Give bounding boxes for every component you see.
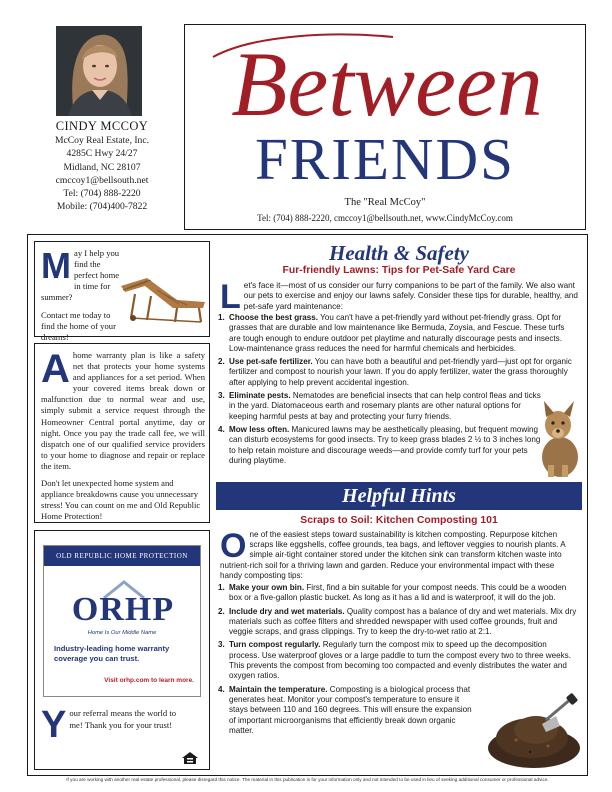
promo-box [34,241,210,342]
agent-company: McCoy Real Estate, Inc. [54,135,150,146]
health-tip [218,313,578,354]
orhp-logo-text: ORHP [71,591,175,628]
tip-body: Regularly turn the compost mix to speed up the decomposition process. Use waterproof gloves or a large paddle to turn the compost every two to three weeks. This prevents the compost from becoming too compacted and evenly distributes the water and oxygen ratios. [229,640,571,681]
tip-body: You can have both a beautiful and pet-friendly yard—just opt for organic fertilizer and compost to nourish your lawn. If you do apply fertilizer, water the grass thoroughly after applying to help prevent accidental ingestion. [229,357,572,387]
warranty-text [41,347,205,522]
hints-tip [218,583,578,604]
orhp-ad[interactable] [43,545,201,697]
masthead [184,24,586,230]
warranty-text-2: Don't let unexpected home system and appliance breakdowns cause you unnecessary stress! You can count on me and Old Republic Home Protection! [41,478,201,522]
compost-soil-image [486,690,582,770]
hints-intro [220,527,578,581]
tip-body: Manicured lawns may be aesthetically pleasing, but frequent mowing can disturb ecosystems for good insects. Try to keep grass blades 2 ½ to 3 inches long to help retain moisture and discourage weeds—and provide comfy turf for your pets during playtime. [229,424,541,465]
warranty-dropcap: A [41,347,70,391]
tip-number: 1. [218,583,225,592]
tip-body: Quality compost has a balance of dry and wet materials. Mix dry materials such as coffee filters and shredded newspaper with used coffee grounds, fruit and veggie scraps, and grass clippings. Try to keep the dry-to-wet ratio at 2:1. [229,606,577,637]
health-tip [218,391,544,422]
promo-dropcap: M [41,245,71,286]
masthead-title-script: Between [231,33,543,127]
orhp-band: OLD REPUBLIC HOME PROTECTION [44,546,200,566]
ad-box [34,530,210,770]
hints-subtitle: Scraps to Soil: Kitchen Composting 101 [300,515,498,526]
promo-text-2: Contact me today to find the home of your dreams! [41,310,116,342]
health-intro-text: et's face it—most of us consider our furry companions to be part of the family. We also want our pets to exercise and enjoy our lawns safely. Consider these tips for durable, healthy, and pet-safe yard maintenance: [243,281,578,311]
tip-body: First, find a bin suitable for your compost needs. This could be a wooden box or a five-gallon plastic bucket. As long as it has a lid and is waterproof, it will do the job. [229,583,567,603]
tip-number: 3. [218,391,225,401]
tip-heading: Make your own bin. [229,583,305,592]
tip-number: 2. [218,357,225,367]
tip-body: Composting is a biological process that generates heat. Monitor your compost's temperature to ensure it stays between 110 and 160 degrees. This will ensure the expansion of important microorganisms that efficiently break down organic matter. [229,684,472,735]
agent-address-1: 4285C Hwy 24/27 [66,148,138,160]
agent-email[interactable]: cmccoy1@bellsouth.net [55,174,149,186]
tip-number: 2. [218,606,225,616]
agent-name: CINDY MCCOY [55,119,149,133]
tip-number: 4. [218,684,225,694]
warranty-box [34,343,210,523]
orhp-logo [64,576,182,630]
disclaimer: If you are working with another real estate professional, please disregard this notice. The material in this publication is for your information only and not intended to be used in lieu of seeking additional consumer or professional advice. [66,777,549,782]
agent-photo [56,26,142,116]
agent-card [28,118,176,214]
tip-heading: Mow less often. [229,424,290,434]
referral-text [41,704,179,746]
tip-heading: Maintain the temperature. [229,684,328,694]
health-subtitle: Fur-friendly Lawns: Tips for Pet-Safe Yard Care [282,265,516,276]
masthead-contact: Tel: (704) 888-2220, cmccoy1@bellsouth.net, www.CindyMcCoy.com [257,213,513,223]
tip-heading: Choose the best grass. [229,313,319,322]
tip-body: Nematodes are beneficial insects that can help control fleas and ticks in the yard. Diatomaceous earth and rosemary plants are other natural options for keeping harmful pests at bay and protecting your furry friends. [229,391,541,421]
tip-number: 4. [218,424,225,434]
lounge-chair-image [117,256,209,326]
health-dropcap: L [220,278,241,316]
tip-heading: Include dry and wet materials. [229,606,345,616]
tip-number: 3. [218,640,225,650]
tip-number: 1. [218,313,225,322]
agent-address-2: Midland, NC 28107 [63,161,141,173]
hints-tip [218,640,578,681]
hints-intro-text: ne of the easiest steps toward sustainability is kitchen composting. Repurpose kitchen scraps like eggshells, coffee grounds, tea bags, and leftover veggies to nourish plants. A simple air-tight container stored under the kitchen sink can transform kitchen waste into nutrient-rich soil for a thriving lawn and garden. Reduce your environmental impact with these handy composting tips: [220,530,566,580]
tip-heading: Turn compost regularly. [229,640,321,650]
equal-housing-icon [181,751,199,765]
hints-tip [218,607,578,638]
hints-dropcap: O [220,527,247,565]
health-title: Health & Safety [329,241,469,265]
tip-body: You can't have a pet-friendly yard without pet-friendly grass. Opt for grasses that are durable and low maintenance like Bermuda, Zoysia, and Fescue. These turfs are tough enough to endure outdoor pet playtime and naturally discourage pests and insects. Low-maintenance grass reduces the need for harmful chemicals and herbicides. [229,313,565,353]
masthead-title-main: FRIENDS [255,126,515,192]
masthead-script-title [193,27,581,127]
masthead-tagline: The "Real McCoy" [344,197,426,208]
agent-tel: Tel: (704) 888-2220 [63,188,141,200]
health-intro [220,278,578,316]
promo-text [41,245,121,343]
promo-text-1: ay I help you find the perfect home in time for summer? [41,248,120,302]
tip-heading: Use pet-safe fertilizer. [229,357,313,367]
health-tips [218,313,578,469]
hints-tip [218,685,476,736]
tip-heading: Eliminate pests. [229,391,291,401]
referral-body: our referral means the world to me! Thank you for your trust! [69,708,177,730]
warranty-text-1: home warranty plan is like a safety net that protects your home systems and appliances for a set period. When your covered items break down or malfunction due to normal wear and use, simply submit a service request through the Homeowner Central portal anytime, day or night. Once you pay the trade call fee, we will dispatch one of our qualified service providers to your home to diagnose and repair or replace the item. [41,350,205,471]
orhp-pitch: Industry-leading home warranty coverage you can trust. [54,644,170,663]
health-tip [218,357,578,388]
orhp-tagline: Home Is Our Middle Name [87,630,157,636]
dog-image [534,397,582,477]
hints-title: Helpful Hints [216,482,582,510]
health-tip [218,425,544,466]
referral-dropcap: Y [41,704,67,746]
orhp-cta-link[interactable]: Visit orhp.com to learn more. [104,677,194,684]
agent-mobile: Mobile: (704)400-7822 [56,201,148,213]
